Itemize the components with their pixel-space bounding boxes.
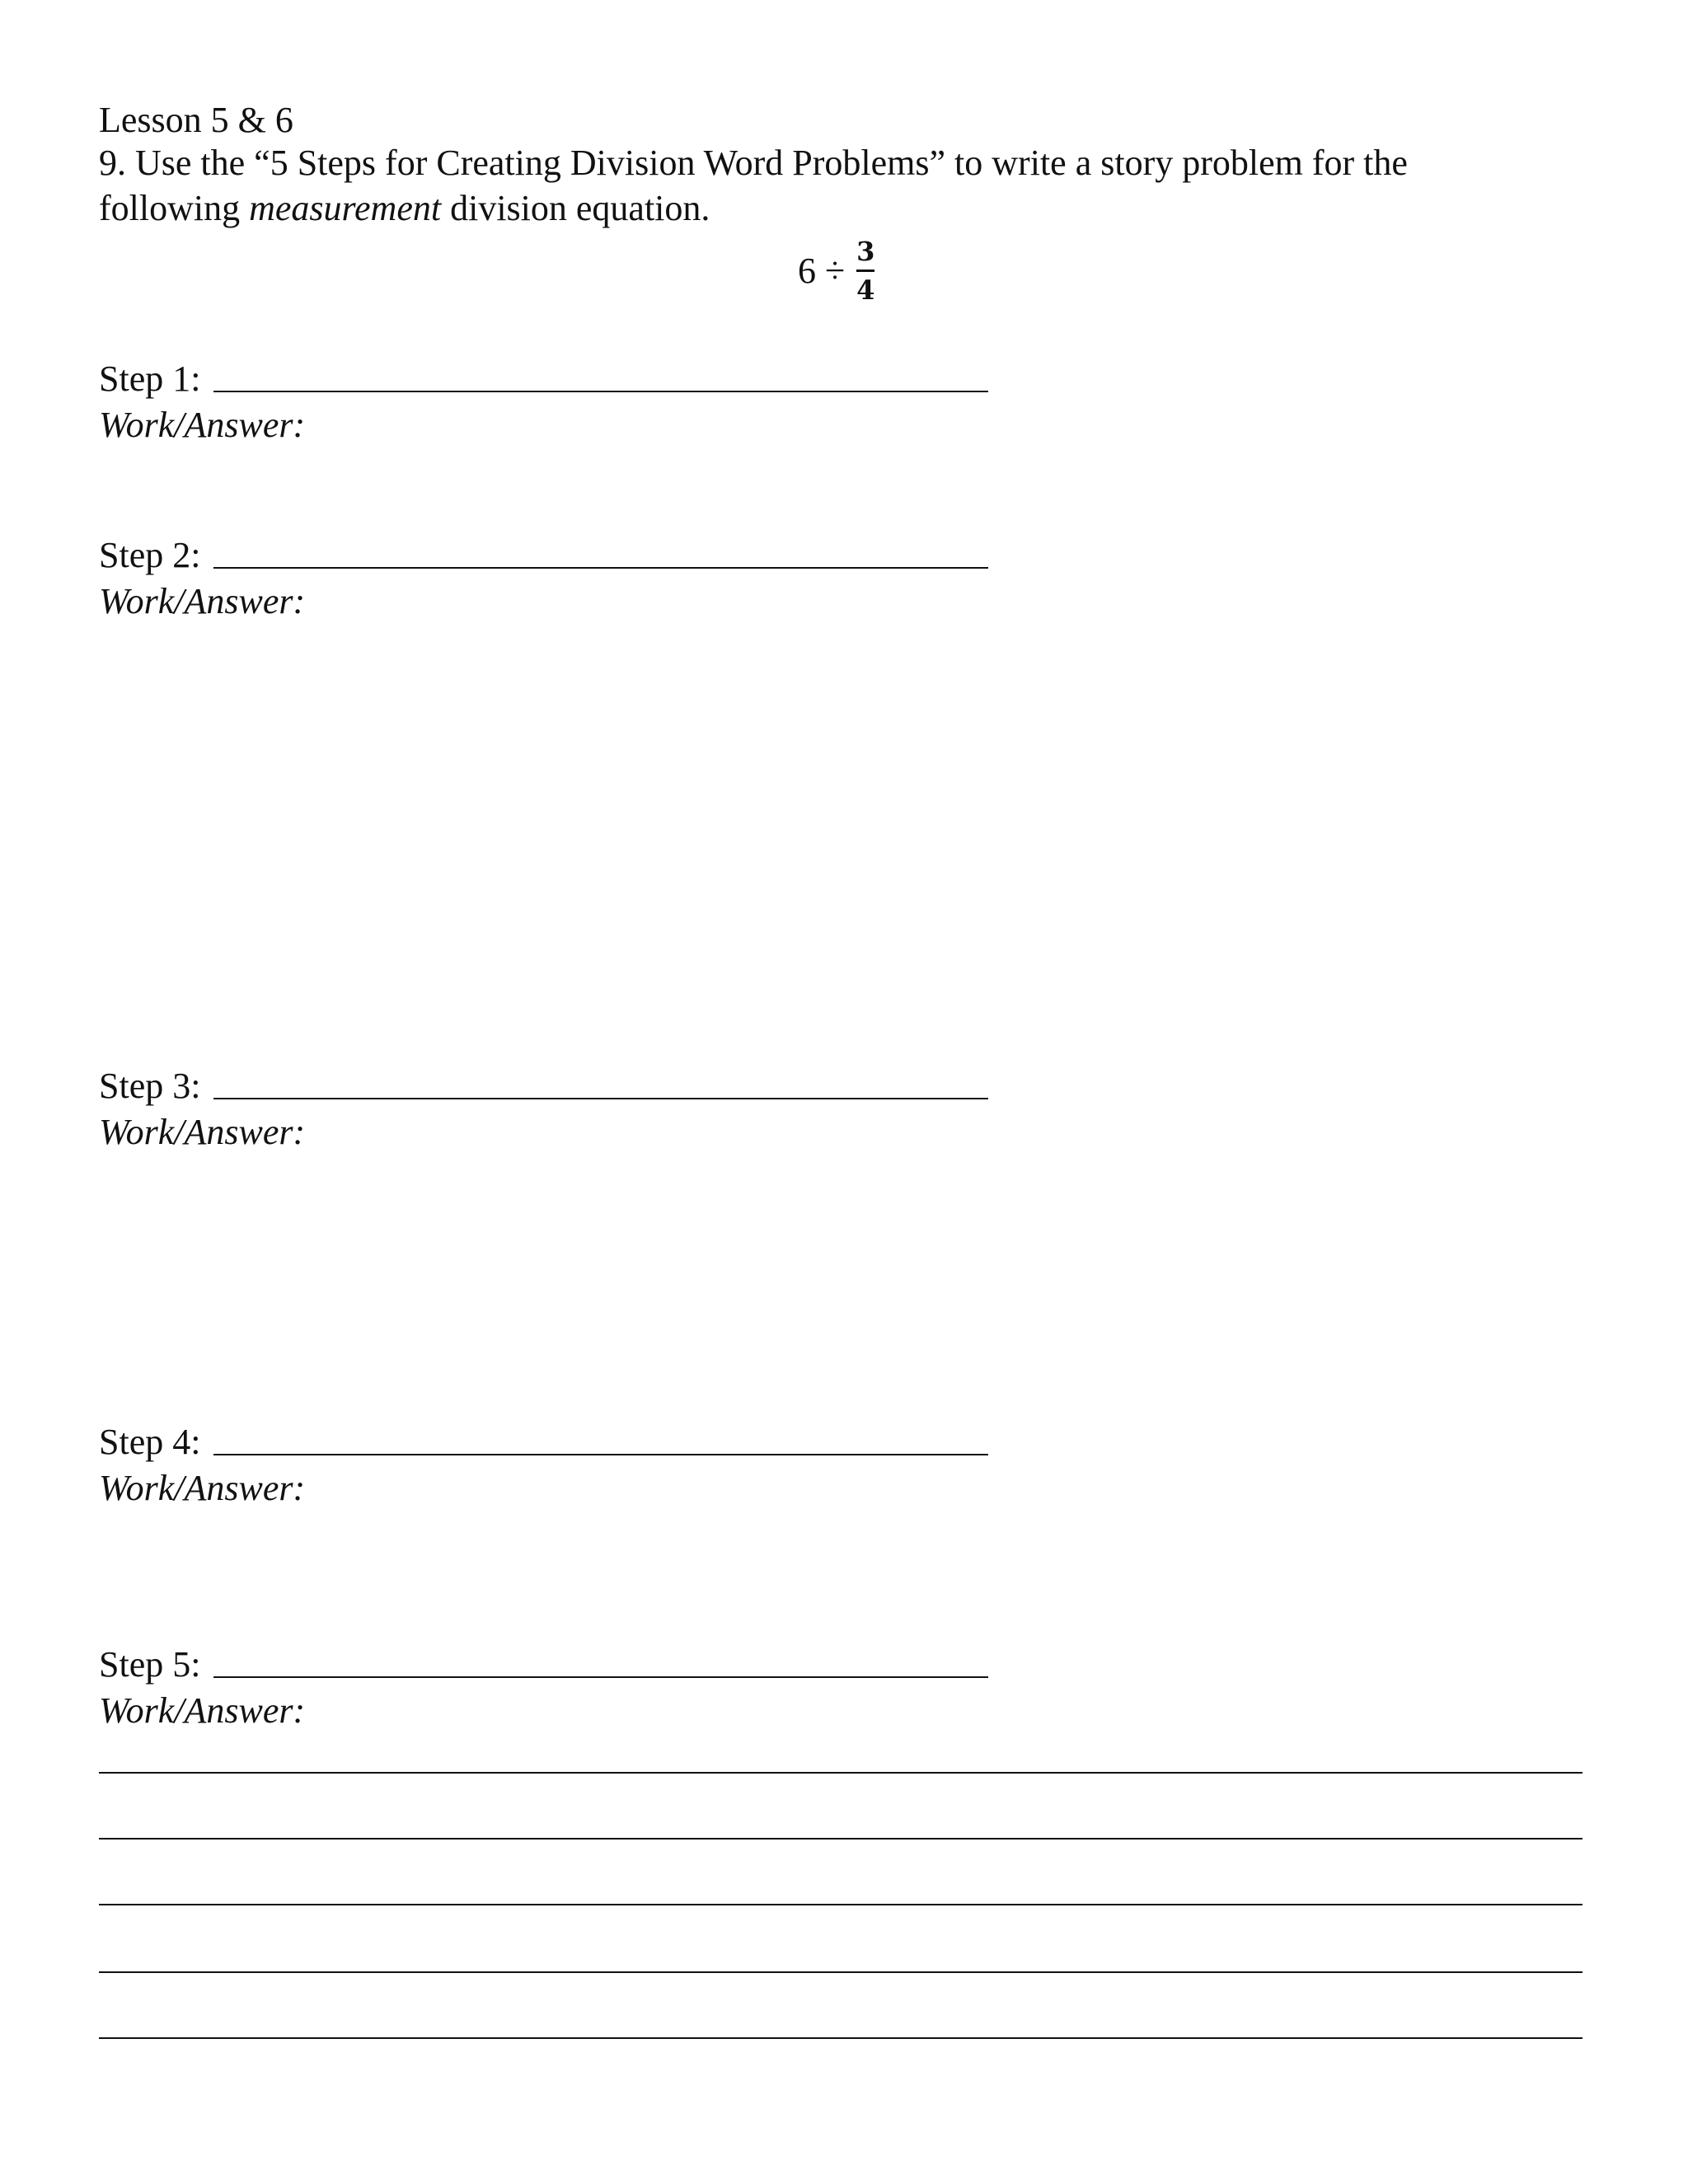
lesson-title: Lesson 5 & 6	[99, 100, 293, 140]
answer-line[interactable]	[99, 1971, 1582, 1973]
equation-dividend: 6 ÷	[798, 250, 846, 291]
step-3	[99, 1063, 1006, 1155]
step-4-blank[interactable]	[213, 1454, 988, 1455]
answer-line[interactable]	[99, 1772, 1582, 1774]
step-3-blank[interactable]	[213, 1098, 988, 1099]
step-5-label: Step 5:	[99, 1644, 201, 1685]
answer-line[interactable]	[99, 2037, 1582, 2039]
division-equation	[798, 229, 874, 312]
answer-line[interactable]	[99, 1904, 1582, 1905]
step-5-blank[interactable]	[213, 1676, 988, 1678]
question-emphasis-word: measurement	[249, 188, 442, 228]
step-1	[99, 356, 1006, 448]
step-5	[99, 1642, 1006, 1734]
fraction-numerator: 3	[856, 235, 875, 267]
step-3-work-label: Work/Answer:	[99, 1112, 306, 1152]
step-1-label: Step 1:	[99, 359, 201, 399]
step-2	[99, 532, 1006, 625]
answer-line[interactable]	[99, 1838, 1582, 1840]
question-line-1: 9. Use the “5 Steps for Creating Division Word Problems” to write a story problem for the	[99, 143, 1408, 183]
step-4-label: Step 4:	[99, 1422, 201, 1462]
step-2-label: Step 2:	[99, 535, 201, 575]
question-line-2	[99, 185, 710, 232]
question-line-2-end: division equation.	[441, 188, 710, 228]
step-3-label: Step 3:	[99, 1066, 201, 1106]
step-5-work-label: Work/Answer:	[99, 1690, 306, 1731]
step-4	[99, 1419, 1006, 1511]
step-1-blank[interactable]	[213, 391, 988, 392]
step-1-work-label: Work/Answer:	[99, 405, 306, 445]
step-2-blank[interactable]	[213, 567, 988, 569]
step-2-work-label: Work/Answer:	[99, 581, 306, 621]
question-line-2-start: following	[99, 188, 250, 228]
step-4-work-label: Work/Answer:	[99, 1468, 306, 1508]
fraction-denominator: 4	[856, 274, 875, 306]
fraction-bar	[856, 269, 874, 272]
equation-fraction	[856, 236, 874, 306]
